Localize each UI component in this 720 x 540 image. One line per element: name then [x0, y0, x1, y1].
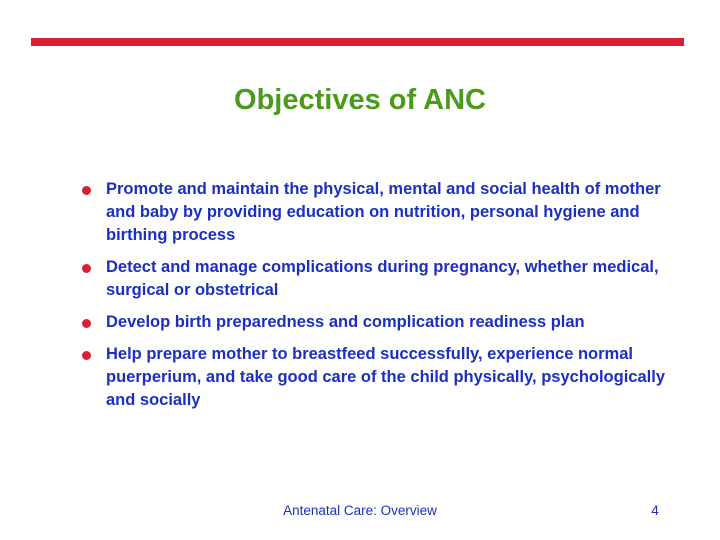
bullet-dot-icon	[82, 319, 91, 328]
bullet-text: Help prepare mother to breastfeed successfully, experience normal puerperium, and take good care of the child physically, psychologically and socially	[106, 345, 666, 409]
bullet-dot-icon	[82, 186, 91, 195]
bullet-list	[79, 178, 669, 421]
bullet-text: Detect and manage complications during pregnancy, whether medical, surgical or obstetrical	[106, 258, 659, 299]
footer-title: Antenatal Care: Overview	[283, 503, 437, 518]
bullet-item	[79, 256, 669, 302]
bullet-item	[79, 311, 669, 334]
bullet-dot-icon	[82, 351, 91, 360]
bullet-item	[79, 178, 669, 247]
bullet-dot-icon	[82, 264, 91, 273]
bullet-text: Promote and maintain the physical, mental and social health of mother and baby by providing education on nutrition, personal hygiene and birthing process	[106, 180, 661, 244]
bullet-text: Develop birth preparedness and complication readiness plan	[106, 313, 585, 331]
bullet-item	[79, 343, 669, 412]
top-accent-rule	[31, 38, 684, 46]
page-number: 4	[651, 503, 659, 518]
slide-title: Objectives of ANC	[234, 84, 486, 116]
